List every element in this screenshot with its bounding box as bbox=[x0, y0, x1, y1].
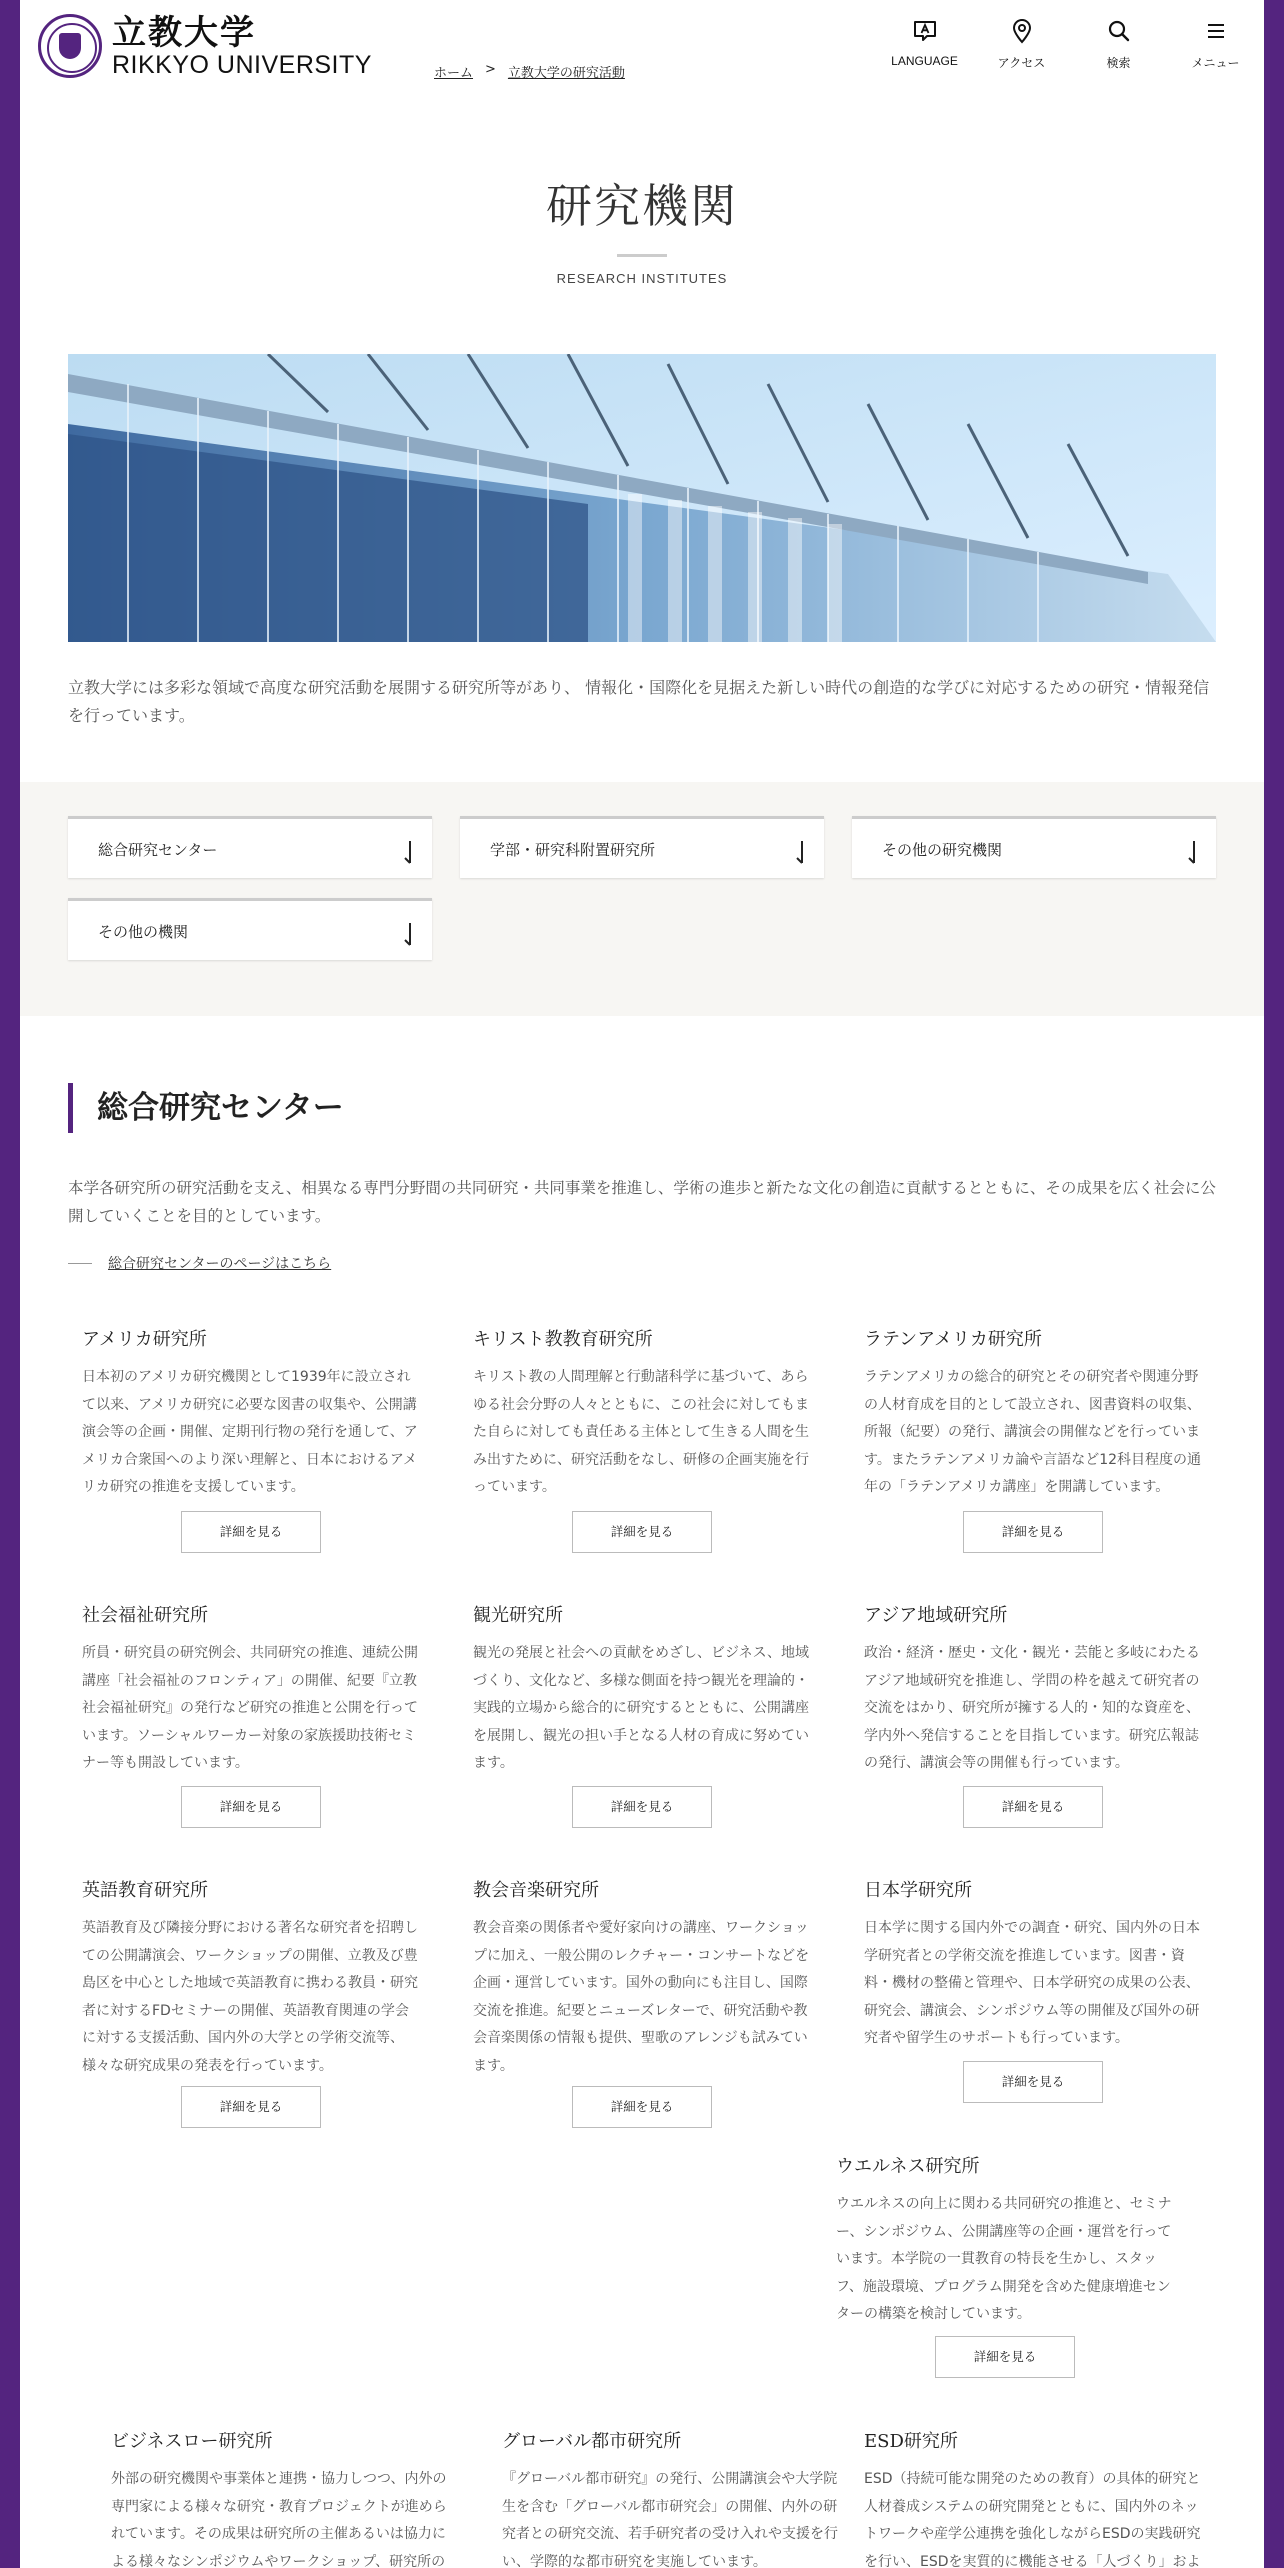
card-christian-education bbox=[473, 1328, 813, 1502]
hero-image bbox=[68, 354, 1216, 642]
section-link bbox=[68, 1253, 331, 1273]
anchor-label: その他の機関 bbox=[98, 923, 189, 941]
anchor-label: その他の研究機関 bbox=[882, 841, 1003, 859]
arrow-down-icon bbox=[404, 841, 416, 865]
card-title: ESD研究所 bbox=[864, 2431, 958, 2452]
card-global-urban bbox=[502, 2430, 842, 2568]
card-latin-america bbox=[864, 1328, 1204, 1502]
detail-button[interactable]: 詳細を見る bbox=[963, 1511, 1103, 1553]
nav-search-label: 検索 bbox=[1106, 56, 1131, 70]
detail-button[interactable]: 詳細を見る bbox=[963, 2061, 1103, 2103]
card-title: 日本学研究所 bbox=[864, 1880, 972, 1901]
detail-button[interactable]: 詳細を見る bbox=[572, 1786, 712, 1828]
title-divider bbox=[617, 254, 667, 257]
logo-english: RIKKYO UNIVERSITY bbox=[112, 51, 372, 79]
anchor-nav bbox=[20, 782, 1264, 1016]
card-title: アジア地域研究所 bbox=[864, 1605, 1008, 1626]
card-tourism bbox=[473, 1604, 813, 1778]
breadcrumb-separator: > bbox=[485, 62, 496, 77]
page-title: 研究機関 bbox=[546, 179, 738, 233]
detail-button[interactable]: 詳細を見る bbox=[935, 2336, 1075, 2378]
card-description: 外部の研究機関や事業体と連携・協力しつつ、内外の専門家による様々な研究・教育プロジェクトが進められています。その成果は研究所の主催あるいは協力による様々なシンポジウムやワークショップ、研究所の bbox=[111, 2471, 447, 2568]
card-title: ビジネスロー研究所 bbox=[111, 2431, 273, 2452]
card-title: キリスト教教育研究所 bbox=[473, 1329, 653, 1350]
detail-button[interactable]: 詳細を見る bbox=[181, 1511, 321, 1553]
card-title: 社会福祉研究所 bbox=[82, 1605, 208, 1626]
card-wellness bbox=[836, 2155, 1176, 2329]
breadcrumb bbox=[434, 62, 625, 81]
detail-button[interactable]: 詳細を見る bbox=[181, 2086, 321, 2128]
card-american-studies bbox=[82, 1328, 422, 1502]
site-header bbox=[20, 0, 1264, 90]
anchor-general-research-center[interactable] bbox=[68, 816, 432, 878]
anchor-faculty-institutes[interactable] bbox=[460, 816, 824, 878]
arrow-down-icon bbox=[796, 841, 808, 865]
card-description: ESD（持続可能な開発のための教育）の具体的研究と人材養成システムの研究開発とともに、国内外のネットワークや産学公連携を強化しながらESDの実践研究を行い、ESDを実質的に機能させる「人づくり」およ bbox=[864, 2471, 1201, 2568]
arrow-down-icon bbox=[404, 923, 416, 947]
page-subtitle: RESEARCH INSTITUTES bbox=[556, 271, 728, 286]
card-title: 英語教育研究所 bbox=[82, 1880, 208, 1901]
intro-text: 立教大学には多彩な領域で高度な研究活動を展開する研究所等があり、 情報化・国際化を見据えた新しい時代の創造的な学びに対応するための研究・情報発信を行っています。 bbox=[68, 678, 1210, 725]
card-asian-area bbox=[864, 1604, 1204, 1778]
detail-button[interactable]: 詳細を見る bbox=[572, 2086, 712, 2128]
anchor-label: 学部・研究科附置研究所 bbox=[490, 841, 656, 859]
card-business-law bbox=[111, 2430, 451, 2568]
section-description: 本学各研究所の研究活動を支え、相異なる専門分野間の共同研究・共同事業を推進し、学術の進歩と新たな文化の創造に貢献するとともに、その成果を広く社会に公開していくことを目的としています。 bbox=[68, 1179, 1216, 1225]
menu-icon bbox=[1203, 18, 1229, 44]
anchor-other-organizations[interactable] bbox=[68, 898, 432, 960]
section-title: 総合研究センター bbox=[97, 1090, 344, 1126]
card-japanese-studies bbox=[864, 1879, 1204, 2053]
logo-text bbox=[112, 14, 372, 78]
card-social-welfare bbox=[82, 1604, 422, 1778]
card-description: キリスト教の人間理解と行動諸科学に基づいて、あらゆる社会分野の人々とともに、この社会に対してもまた自らに対しても責任ある主体として生きる人間を生み出すために、研究活動をなし、研修の企画実施を行っています。 bbox=[473, 1369, 809, 1495]
nav-access-label: アクセス bbox=[997, 56, 1046, 70]
card-title: ラテンアメリカ研究所 bbox=[864, 1329, 1042, 1350]
card-description: 教会音楽の関係者や愛好家向けの講座、ワークショップに加え、一般公開のレクチャー・コンサートなどを企画・運営しています。国外の動向にも注目し、国際交流を推進。紀要とニューズレターで、研究活動や教会音楽関係の情報も提供、聖歌のアレンジも試みています。 bbox=[473, 1920, 810, 2074]
section-heading bbox=[68, 1083, 344, 1133]
anchor-other-research[interactable] bbox=[852, 816, 1216, 878]
nav-language[interactable] bbox=[876, 18, 973, 71]
card-church-music bbox=[473, 1879, 813, 2080]
link-line-icon bbox=[68, 1263, 92, 1264]
detail-button[interactable]: 詳細を見る bbox=[181, 1786, 321, 1828]
card-title: アメリカ研究所 bbox=[82, 1329, 207, 1350]
card-description: 観光の発展と社会への貢献をめざし、ビジネス、地域づくり、文化など、多様な側面を持つ観光を理論的・実践的立場から総合的に研究するとともに、公開講座を展開し、観光の担い手となる人材の育成に努めています。 bbox=[473, 1645, 809, 1771]
card-title: ウエルネス研究所 bbox=[836, 2156, 980, 2177]
detail-button[interactable]: 詳細を見る bbox=[963, 1786, 1103, 1828]
card-description: ウエルネスの向上に関わる共同研究の推進と、セミナー、シンポジウム、公開講座等の企画・運営を行っています。本学院の一貫教育の特長を生かし、スタッフ、施設環境、プログラム開発を含めた健康増進センターの構築を検討しています。 bbox=[836, 2196, 1172, 2322]
general-research-center-link[interactable]: 総合研究センターのページはこちら bbox=[108, 1256, 332, 1272]
page-title-block bbox=[20, 170, 1264, 286]
logo-japanese: 立教大学 bbox=[112, 13, 256, 53]
card-description: 所員・研究員の研究例会、共同研究の推進、連続公開講座「社会福祉のフロンティア」の開催、紀要『立教社会福祉研究』の発行など研究の推進と公開を行っています。ソーシャルワーカー対象の家族援助技術セミナー等も開設しています。 bbox=[82, 1645, 418, 1771]
card-description: ラテンアメリカの総合的研究とその研究者や関連分野の人材育成を目的として設立され、図書資料の収集、所報（紀要）の発行、講演会の開催などを行っています。またラテンアメリカ論や言語など12科目程度の通年の「ラテンアメリカ講座」を開講しています。 bbox=[864, 1369, 1202, 1495]
card-title: 教会音楽研究所 bbox=[473, 1880, 599, 1901]
university-logo[interactable] bbox=[38, 14, 372, 78]
map-pin-icon bbox=[1009, 18, 1035, 44]
university-seal-icon bbox=[38, 14, 102, 78]
card-description: 『グローバル都市研究』の発行、公開講演会や大学院生を含む「グローバル都市研究会」の開催、内外の研究者との研究交流、若手研究者の受け入れや支援を行い、学際的な都市研究を実施しています。 bbox=[502, 2471, 838, 2568]
nav-menu-label: メニュー bbox=[1191, 56, 1240, 70]
search-icon bbox=[1106, 18, 1132, 44]
breadcrumb-home[interactable]: ホーム bbox=[434, 66, 474, 81]
card-title: グローバル都市研究所 bbox=[502, 2431, 682, 2452]
nav-menu[interactable] bbox=[1167, 18, 1264, 71]
card-esd bbox=[864, 2430, 1204, 2568]
detail-button[interactable]: 詳細を見る bbox=[572, 1511, 712, 1553]
nav-search[interactable] bbox=[1070, 18, 1167, 71]
language-icon bbox=[912, 18, 938, 44]
card-english-education bbox=[82, 1879, 422, 2080]
card-description: 日本初のアメリカ研究機関として1939年に設立されて以来、アメリカ研究に必要な図書の収集や、公開講演会等の企画・開催、定期刊行物の発行を通して、アメリカ合衆国へのより深い理解と、日本におけるアメリカ研究の推進を支援しています。 bbox=[82, 1369, 418, 1495]
nav-access[interactable] bbox=[973, 18, 1070, 71]
header-nav bbox=[876, 18, 1264, 71]
arrow-down-icon bbox=[1188, 841, 1200, 865]
card-description: 日本学に関する国内外での調査・研究、国内外の日本学研究者との学術交流を推進しています。図書・資料・機材の整備と管理や、日本学研究の成果の公表、研究会、講演会、シンポジウム等の開催及び国外の研究者や留学生のサポートも行っています。 bbox=[864, 1920, 1200, 2046]
page bbox=[20, 0, 1264, 2568]
breadcrumb-research[interactable]: 立教大学の研究活動 bbox=[507, 66, 625, 81]
anchor-label: 総合研究センター bbox=[98, 841, 218, 859]
nav-language-label: LANGUAGE bbox=[891, 54, 958, 68]
card-description: 英語教育及び隣接分野における著名な研究者を招聘しての公開講演会、ワークショップの開催、立教及び豊島区を中心とした地域で英語教育に携わる教員・研究者に対するFDセミナーの開催、英語教育関連の学会に対する支援活動、国内外の大学との学術交流等、様々な研究成果の発表を行っています。 bbox=[82, 1920, 418, 2074]
card-title: 観光研究所 bbox=[473, 1605, 563, 1626]
card-description: 政治・経済・歴史・文化・観光・芸能と多岐にわたるアジア地域研究を推進し、学問の枠を越えて研究者の交流をはかり、研究所が擁する人的・知的な資産を、学内外へ発信することを目指しています。研究広報誌の発行、講演会等の開催も行っています。 bbox=[864, 1645, 1200, 1771]
